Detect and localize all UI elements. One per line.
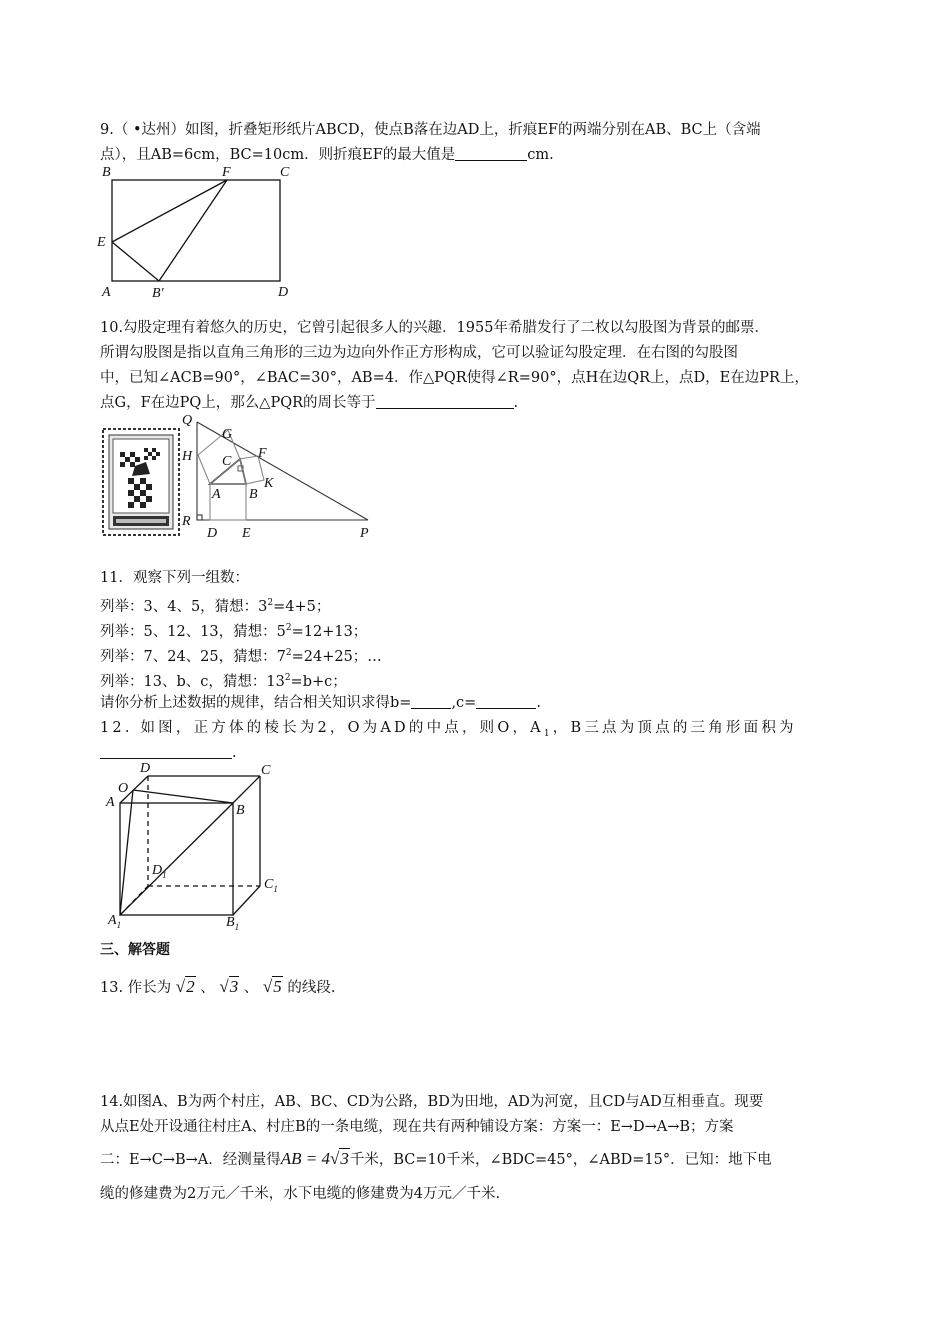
q11-title: 11．观察下列一组数：	[100, 570, 249, 586]
label-D1: $D_1$	[152, 863, 167, 880]
label-A: A	[212, 487, 221, 502]
q9-rectangle-figure	[92, 160, 302, 300]
label-D: D	[140, 761, 151, 776]
sqrt2: √2	[175, 977, 195, 996]
label-C: C	[261, 763, 271, 778]
q10-text: 点G，F在边PQ上，那么△PQR的周长等于	[100, 395, 376, 411]
q10-line3: 中，已知∠ACB=90°，∠BAC=30°，AB=4．作△PQR使得∠R=90°，点H在边QR上，点D，E在边PR上，	[100, 370, 809, 386]
label-E: E	[242, 526, 251, 541]
q10-line1: 10.勾股定理有着悠久的历史，它曾引起很多人的兴趣．1955年希腊发行了二枚以勾股图为背景的邮票．	[100, 320, 769, 336]
ab-formula: AB = 4√3	[280, 1149, 349, 1168]
label-C1: $C_1$	[264, 877, 278, 894]
q12-line2: .	[100, 741, 845, 766]
label-D: D	[278, 285, 289, 300]
sqrt5: √5	[262, 977, 282, 996]
q12-line1: 12. 如图，正方体的棱长为2，O为AD的中点，则O，$A_1$，B三点为顶点的三角形面积为	[100, 720, 797, 739]
answer-blank-b[interactable]	[411, 692, 451, 709]
q9-line1: 9.（ •达州）如图，折叠矩形纸片ABCD，使点B落在边AD上，折痕EF的两端分别在AB、BC上（含端	[100, 122, 761, 138]
label-A: A	[106, 795, 115, 810]
answer-blank[interactable]	[455, 144, 527, 161]
q10-pythagoras-figure	[180, 412, 380, 542]
label-F: F	[222, 165, 231, 180]
label-H: H	[182, 449, 193, 464]
section-heading: 三、解答题	[100, 942, 170, 958]
label-C: C	[222, 454, 232, 469]
q14-line4: 缆的修建费为2万元／千米，水下电缆的修建费为4万元／千米.	[100, 1186, 501, 1202]
sqrt3: √3	[219, 977, 239, 996]
label-K: K	[264, 476, 274, 491]
label-Bprime: B′	[152, 286, 164, 300]
label-P: P	[360, 526, 369, 541]
q14-line1: 14.如图A、B为两个村庄，AB、BC、CD为公路，BD为田地，AD为河宽，且CD与AD互相垂直。现要	[100, 1094, 764, 1110]
label-Q: Q	[182, 413, 193, 428]
q10-line2: 所谓勾股图是指以直角三角形的三边为边向外作正方形构成，它可以验证勾股定理．在右图的勾股图	[100, 345, 738, 361]
label-O: O	[118, 781, 129, 796]
q11-row-2: 列举：5、12、13，猜想：$5^2=12+13$；	[100, 623, 368, 640]
label-G: G	[222, 427, 233, 442]
label-R: R	[182, 514, 191, 529]
q13-line: 13. 作长为 √2 、 √3 、 √5 的线段.	[100, 977, 336, 996]
label-A1: $A_1$	[108, 913, 122, 930]
label-C: C	[280, 165, 290, 180]
label-D: D	[207, 526, 218, 541]
label-B1: $B_1$	[226, 915, 240, 930]
q11-ask: 请你分析上述数据的规律，结合相关知识求得b= ,c= .	[100, 691, 845, 716]
label-B: B	[102, 165, 111, 180]
answer-blank-c[interactable]	[476, 692, 536, 709]
q12-cube-figure	[100, 758, 300, 930]
label-B: B	[236, 803, 245, 818]
label-F: F	[258, 446, 267, 461]
label-E: E	[97, 235, 106, 250]
label-A: A	[102, 285, 111, 300]
label-B: B	[249, 487, 258, 502]
greek-stamp-image	[102, 428, 180, 536]
q11-row-3: 列举：7、24、25，猜想：$7^2=24+25$；…	[100, 648, 382, 665]
q14-line3: 二：E→C→B→A．经测量得AB = 4√3千米，BC=10千米，∠BDC=45°，∠ABD=15°．已知：地下电	[100, 1149, 772, 1168]
q11-row-4: 列举：13、b、c，猜想：$13^2=b+c$；	[100, 673, 347, 690]
q9-unit: cm.	[527, 147, 554, 163]
q14-line2: 从点E处开设通往村庄A、村庄B的一条电缆，现在共有两种铺设方案：方案一：E→D→A→B；方案	[100, 1119, 734, 1135]
answer-blank[interactable]	[376, 392, 514, 409]
answer-blank[interactable]	[100, 742, 232, 759]
q9-text: 点），且AB=6cm，BC=10cm．则折痕EF的最大值是	[100, 147, 456, 163]
q11-row-1: 列举：3、4、5，猜想：$3^2=4+5$；	[100, 598, 331, 615]
q10-end: .	[513, 395, 519, 411]
